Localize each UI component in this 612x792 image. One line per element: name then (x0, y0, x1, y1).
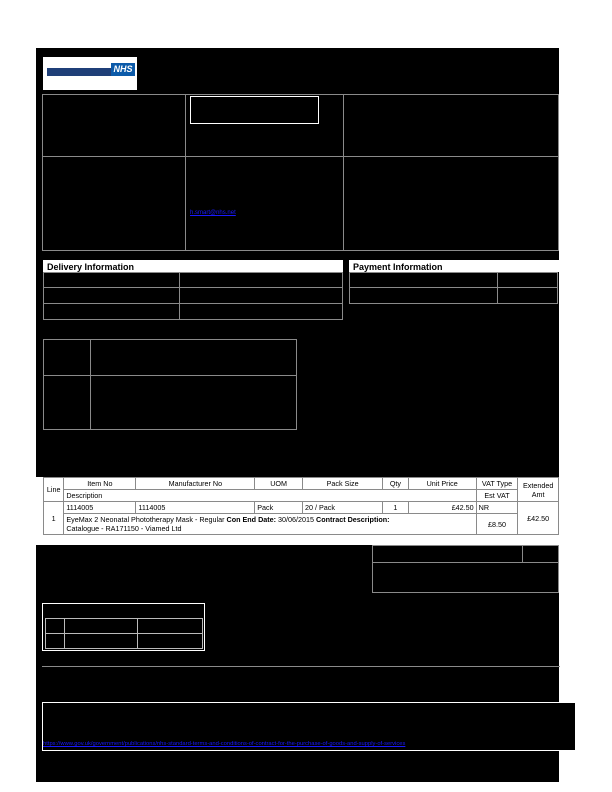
table-row-description (44, 514, 559, 535)
con-end-label: Con End Date: (226, 515, 277, 524)
divider (522, 545, 523, 562)
cell-description (64, 514, 476, 535)
col-uom: UOM (255, 478, 303, 490)
contract-label: Contract Description: (316, 515, 390, 524)
delivery-header: Delivery Information (43, 260, 343, 272)
notes-box (43, 339, 297, 430)
cell-unit-price: £42.50 (408, 502, 476, 514)
table-header-row (44, 478, 559, 490)
nhs-logo (43, 57, 137, 90)
cell-uom: Pack (255, 502, 303, 514)
cell-qty: 1 (383, 502, 408, 514)
cell-pack-size: 20 / Pack (303, 502, 383, 514)
col-item-no: Item No (64, 478, 136, 490)
po-number-box (190, 96, 319, 124)
cell-vat-type: NR (476, 502, 518, 514)
col-pack-size: Pack Size (303, 478, 383, 490)
description-text-2: Catalogue - RA171150 - Viamed Ltd (66, 524, 182, 533)
divider (179, 272, 180, 319)
divider (42, 156, 559, 157)
cell-est-vat: £8.50 (476, 514, 518, 535)
divider (90, 339, 91, 430)
col-unit-price: Unit Price (408, 478, 476, 490)
col-line: Line (44, 478, 64, 502)
delivery-table (43, 272, 343, 320)
table-row (44, 502, 559, 514)
line-items-table (43, 477, 559, 535)
cell-manufacturer-no: 1114005 (136, 502, 255, 514)
separator-line (42, 666, 560, 667)
contact-email-link[interactable]: h.smart@nhs.net (190, 210, 236, 216)
payment-header: Payment Information (349, 260, 559, 272)
divider (43, 375, 297, 376)
payment-table (349, 272, 558, 304)
table-header-row-2 (44, 490, 559, 502)
cell-line: 1 (44, 502, 64, 535)
divider (45, 633, 203, 634)
col-vat-type: VAT Type (476, 478, 518, 490)
col-description: Description (64, 490, 476, 502)
description-text: EyeMax 2 Neonatal Phototherapy Mask - Regular (66, 515, 225, 524)
divider (43, 287, 343, 288)
divider (349, 287, 558, 288)
col-extended: Extended Amt (518, 478, 559, 502)
nhs-logo-text: NHS (111, 63, 135, 76)
totals-box (372, 545, 559, 593)
cell-item-no: 1114005 (64, 502, 136, 514)
col-qty: Qty (383, 478, 408, 490)
logo-bar (47, 68, 113, 76)
divider (372, 562, 559, 563)
cell-extended: £42.50 (518, 502, 559, 535)
divider (343, 94, 344, 251)
col-manufacturer-no: Manufacturer No (136, 478, 255, 490)
col-est-vat: Est VAT (476, 490, 518, 502)
terms-link[interactable]: https://www.gov.uk/government/publications/nhs-standard-terms-and-conditions-of-contract-for-the-purchase-of-goods-and-supply-of-services (43, 741, 406, 747)
divider (185, 94, 186, 251)
con-end-value: 30/06/2015 (278, 515, 315, 524)
divider (43, 303, 343, 304)
